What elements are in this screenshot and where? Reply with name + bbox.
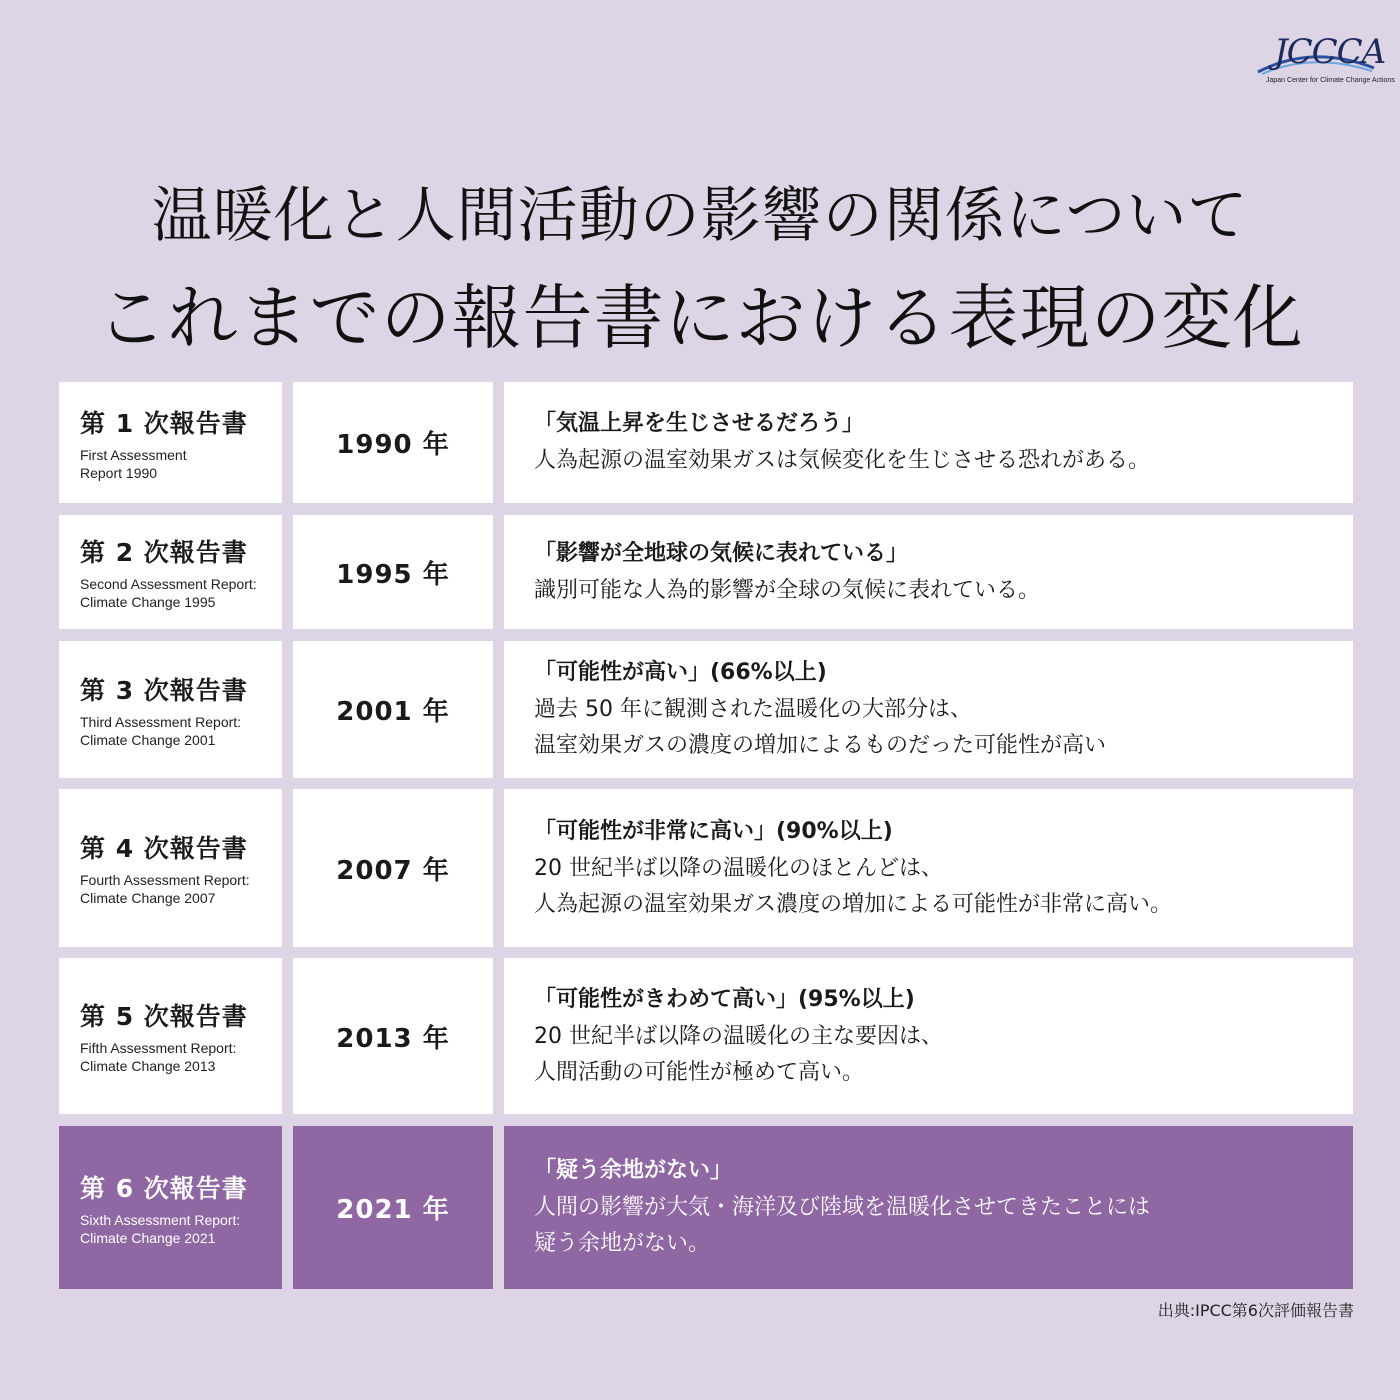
report-name-cell bbox=[59, 515, 282, 629]
report-name-en: Sixth Assessment Report: Climate Change 2021 bbox=[80, 1211, 241, 1246]
report-body-line: 人間活動の可能性が極めて高い。 bbox=[534, 1059, 865, 1085]
report-row-1 bbox=[0, 382, 1400, 503]
report-quote: 「可能性がきわめて高い」(95%以上) bbox=[534, 986, 915, 1012]
jccca-logo bbox=[1252, 30, 1395, 92]
report-body-line: 過去 50 年に観測された温暖化の大部分は、 bbox=[534, 697, 972, 722]
report-row-4 bbox=[0, 789, 1400, 947]
report-body-line: 人間の影響が大気・海洋及び陸域を温暖化させてきたことには bbox=[534, 1195, 1151, 1220]
report-body-line: 温室効果ガスの濃度の増加によるものだった可能性が高い bbox=[534, 733, 1107, 758]
report-year: 2021 年 bbox=[336, 1195, 450, 1225]
report-name-jp: 第 2 次報告書 bbox=[80, 538, 248, 567]
report-name-cell bbox=[59, 958, 282, 1114]
report-year-cell bbox=[293, 958, 493, 1114]
report-description-cell bbox=[504, 382, 1353, 503]
report-row-3 bbox=[0, 641, 1400, 778]
title-line-1: 温暖化と人間活動の影響の関係について bbox=[151, 181, 1249, 251]
report-quote: 「疑う余地がない」 bbox=[534, 1158, 733, 1183]
report-year: 1995 年 bbox=[336, 559, 450, 590]
report-name-jp: 第 6 次報告書 bbox=[80, 1173, 248, 1203]
report-year: 1990 年 bbox=[336, 430, 450, 460]
report-year-cell bbox=[293, 382, 493, 503]
report-year-cell bbox=[293, 641, 493, 778]
report-row-6 bbox=[0, 1126, 1400, 1289]
logo-subtitle: Japan Center for Climate Change Actions bbox=[1266, 77, 1395, 84]
report-body-line: 識別可能な人為的影響が全球の気候に表れている。 bbox=[534, 577, 1041, 603]
report-year: 2001 年 bbox=[336, 697, 450, 727]
source-note: 出典:IPCC第6次評価報告書 bbox=[1157, 1301, 1354, 1320]
report-name-en: Second Assessment Report: Climate Change 1995 bbox=[80, 576, 257, 610]
report-name-cell bbox=[59, 789, 282, 947]
report-name-en: Fifth Assessment Report: Climate Change 2013 bbox=[80, 1040, 237, 1074]
report-name-jp: 第 3 次報告書 bbox=[80, 675, 248, 705]
report-name-en: Fourth Assessment Report: Climate Change 2007 bbox=[80, 872, 250, 906]
report-year-cell bbox=[293, 515, 493, 629]
report-name-en: First Assessment Report 1990 bbox=[80, 446, 187, 481]
report-name-en: Third Assessment Report: Climate Change 2001 bbox=[80, 713, 242, 748]
report-row-2 bbox=[0, 515, 1400, 629]
title-line-2: これまでの報告書における表現の変化 bbox=[96, 277, 1304, 359]
report-body-line: 20 世紀半ば以降の温暖化のほとんどは、 bbox=[534, 855, 943, 881]
report-description-cell bbox=[504, 789, 1353, 947]
report-name-cell bbox=[59, 382, 282, 503]
report-description-cell bbox=[504, 515, 1353, 629]
report-name-cell bbox=[59, 1126, 282, 1289]
report-quote: 「可能性が高い」(66%以上) bbox=[534, 660, 827, 685]
logo-text: JCCCA bbox=[1274, 32, 1386, 72]
report-quote: 「気温上昇を生じさせるだろう」 bbox=[534, 411, 865, 436]
report-body-line: 人為起源の温室効果ガス濃度の増加による可能性が非常に高い。 bbox=[534, 891, 1173, 917]
report-quote: 「可能性が非常に高い」(90%以上) bbox=[534, 818, 893, 844]
report-description-cell bbox=[504, 641, 1353, 778]
report-body-line: 人為起源の温室効果ガスは気候変化を生じさせる恐れがある。 bbox=[534, 448, 1151, 473]
report-name-jp: 第 5 次報告書 bbox=[80, 1002, 248, 1031]
report-description-cell bbox=[504, 958, 1353, 1114]
report-name-cell bbox=[59, 641, 282, 778]
report-year: 2013 年 bbox=[336, 1023, 450, 1054]
report-quote: 「影響が全地球の気候に表れている」 bbox=[534, 540, 909, 566]
report-row-5 bbox=[0, 958, 1400, 1114]
report-year-cell bbox=[293, 789, 493, 947]
report-year: 2007 年 bbox=[336, 855, 450, 886]
report-name-jp: 第 1 次報告書 bbox=[80, 408, 248, 438]
report-year-cell bbox=[293, 1126, 493, 1289]
report-name-jp: 第 4 次報告書 bbox=[80, 834, 248, 863]
report-body-line: 20 世紀半ば以降の温暖化の主な要因は、 bbox=[534, 1023, 943, 1049]
report-description-cell bbox=[504, 1126, 1353, 1289]
report-body-line: 疑う余地がない。 bbox=[534, 1231, 711, 1256]
